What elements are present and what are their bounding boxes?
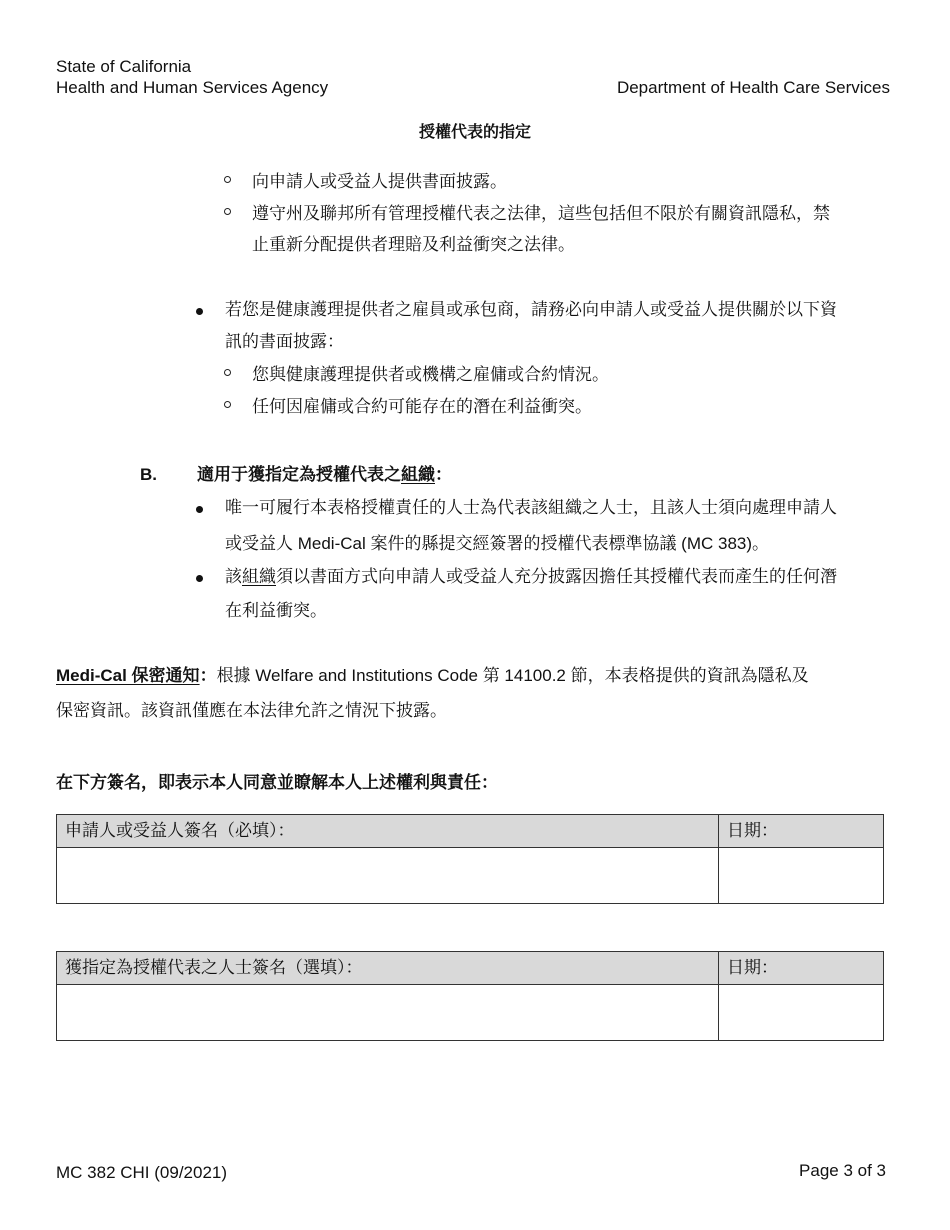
- representative-signature-table: [56, 951, 884, 1041]
- bullet-icon: [196, 506, 203, 513]
- applicant-date-label: 日期：: [727, 821, 778, 840]
- circle-bullet-icon: [224, 176, 231, 183]
- confidentiality-notice: Medi-Cal 保密通知：根據 Welfare and Institutions Code 第 14100.2 節，本表格提供的資訊為隱私及: [56, 666, 809, 685]
- representative-signature-field[interactable]: [57, 985, 718, 1040]
- representative-date-field[interactable]: [719, 985, 883, 1040]
- list-item-continued: 止重新分配提供者理賠及利益衝突之法律。: [252, 235, 575, 254]
- page-number: Page 3 of 3: [799, 1161, 886, 1180]
- list-item: 任何因雇傭或合約可能存在的潛在利益衝突。: [252, 397, 592, 416]
- header-department: Department of Health Care Services: [616, 78, 890, 97]
- applicant-date-field[interactable]: [719, 848, 883, 903]
- list-item: 唯一可履行本表格授權責任的人士為代表該組織之人士，且該人士須向處理申請人: [225, 498, 837, 517]
- section-heading: 適用于獲指定為授權代表之組織：: [197, 465, 452, 484]
- applicant-signature-label: 申請人或受益人簽名（必填）：: [65, 821, 295, 840]
- list-item: 若您是健康護理提供者之雇員或承包商，請務必向申請人或受益人提供關於以下資: [225, 300, 837, 319]
- bullet-icon: [196, 308, 203, 315]
- list-item-continued: 訊的書面披露：: [225, 332, 344, 351]
- page-title: 授權代表的指定: [418, 124, 531, 141]
- list-item: 您與健康護理提供者或機構之雇傭或合約情況。: [252, 365, 609, 384]
- circle-bullet-icon: [224, 208, 231, 215]
- representative-date-label: 日期：: [727, 958, 778, 977]
- notice-continued: 保密資訊。該資訊僅應在本法律允許之情況下披露。: [56, 701, 447, 720]
- list-item-continued: 或受益人 Medi-Cal 案件的縣提交經簽署的授權代表標準協議 (MC 383)。: [225, 534, 770, 553]
- form-id: MC 382 CHI (09/2021): [56, 1163, 228, 1182]
- list-item: 向申請人或受益人提供書面披露。: [252, 172, 507, 191]
- section-letter: B.: [140, 465, 157, 484]
- header-state: State of California: [56, 57, 192, 76]
- applicant-signature-table: [56, 814, 884, 904]
- applicant-signature-field[interactable]: [57, 848, 718, 903]
- circle-bullet-icon: [224, 401, 231, 408]
- signature-heading: 在下方簽名，即表示本人同意並瞭解本人上述權利與責任：: [56, 773, 498, 792]
- list-item-continued: 在利益衝突。: [225, 601, 327, 620]
- header-agency: Health and Human Services Agency: [56, 78, 329, 97]
- bullet-icon: [196, 575, 203, 582]
- circle-bullet-icon: [224, 369, 231, 376]
- list-item: 該組織須以書面方式向申請人或受益人充分披露因擔任其授權代表而產生的任何潛: [225, 567, 837, 586]
- representative-signature-label: 獲指定為授權代表之人士簽名（選填）：: [65, 958, 363, 977]
- list-item: 遵守州及聯邦所有管理授權代表之法律，這些包括但不限於有關資訊隱私，禁: [252, 204, 830, 223]
